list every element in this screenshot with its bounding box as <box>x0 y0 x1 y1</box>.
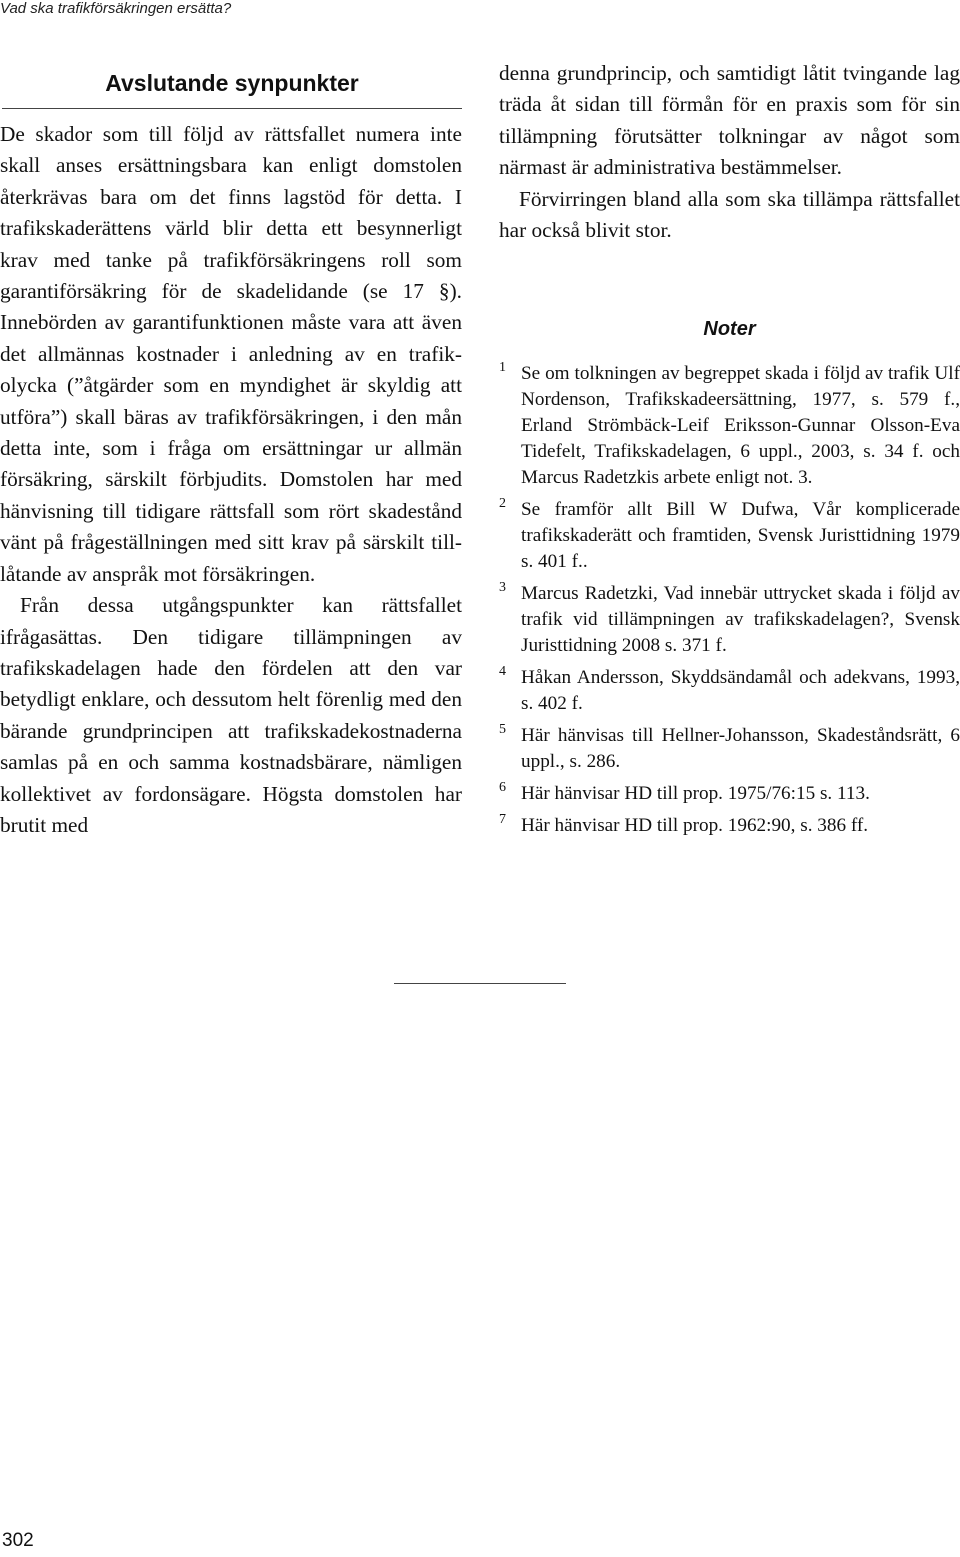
end-rule-divider <box>394 983 566 984</box>
note-7 <box>499 813 960 839</box>
body-paragraph-1: De skador som till följd av rättsfallet numera inte skall anses ersättningsbara kan enligt domstolen återkrävas bara om det finns lagstöd för detta. I trafikskaderättens värld blir detta ett besynnerligt krav med tanke på trafikförsäkringens roll som garantiförsäkring för de skadelidande (se 17 §). Innebörden av garantifunktionen måste vara att även det allmännas kostnader i anledning av en trafikolycka (”åtgärder som en myndighet är skyldig att utföra”) skall bäras av trafikförsäkringen, i den mån detta inte, som i fråga om ersättningar ur allmän försäkring, särskilt förbjudits. Domstolen har med hänvisning till tidigare rättsfall som rört skadestånd vänt på frågeställningen med sitt krav på särskilt tilllåtande av anspråk mot försäkringen. <box>0 122 462 586</box>
notes-list <box>499 361 960 839</box>
note-number: 4 <box>499 664 506 680</box>
note-number: 2 <box>499 496 506 512</box>
left-column <box>0 66 462 841</box>
section-title: Avslutande synpunkter <box>2 66 462 109</box>
note-text: Här hänvisas till Hellner-Johansson, Skadeståndsrätt, 6 uppl., s. 286. <box>521 725 960 773</box>
page-number: 302 <box>2 1530 34 1551</box>
note-text: Här hänvisar HD till prop. 1975/76:15 s. 113. <box>521 783 870 805</box>
right-column <box>499 58 960 845</box>
note-5 <box>499 723 960 775</box>
notes-heading: Noter <box>703 318 756 341</box>
note-text: Marcus Radetzki, Vad innebär uttrycket skada i följd av trafik vid tillämpningen av trafikskadelagen?, Svensk Juristtidning 2008 s. 371 f. <box>521 583 960 657</box>
note-number: 6 <box>499 780 506 796</box>
note-1 <box>499 361 960 491</box>
body-paragraph-2: Från dessa utgångspunkter kan rättsfallet ifrågasättas. Den tidigare tillämpningen av trafikskadelagen hade den fördelen att den var betydligt enklare, och dessutom helt förenlig med den bärande grundprincipen att trafikskadekostnaderna samlas på en och samma kostnadsbärare, nämligen kollektivet av fordonsägare. Högsta domstolen har brutit med <box>0 593 462 837</box>
note-text: Håkan Andersson, Skyddsändamål och adekvans, 1993, s. 402 f. <box>521 667 960 715</box>
note-number: 3 <box>499 580 506 596</box>
body-paragraph-4: Förvirringen bland alla som ska tillämpa rättsfallet har också blivit stor. <box>499 186 960 243</box>
note-number: 5 <box>499 722 506 738</box>
note-number: 7 <box>499 812 506 828</box>
note-number: 1 <box>499 360 506 376</box>
note-text: Se om tolkningen av begreppet skada i följd av trafik Ulf Nordenson, Trafikskadeersättning, 1977, s. 579 f., Erland Strömbäck-Leif Eriksson-Gunnar Olsson-Eva Tidefelt, Trafikskadelagen, 6 uppl., 2003, s. 34 f. och Marcus Radetzkis arbete enligt not. 3. <box>521 363 960 489</box>
note-2 <box>499 497 960 575</box>
note-6 <box>499 781 960 807</box>
note-text: Se framför allt Bill W Dufwa, Vår komplicerade trafikskaderätt och framtiden, Svensk Juristtidning 1979 s. 401 f.. <box>521 499 960 573</box>
note-4 <box>499 665 960 717</box>
note-3 <box>499 581 960 659</box>
running-head: Vad ska trafikförsäkringen ersätta? <box>0 0 232 17</box>
note-text: Här hänvisar HD till prop. 1962:90, s. 386 ff. <box>521 815 869 837</box>
body-paragraph-3: denna grundprincip, och samtidigt låtit tvingande lag träda åt sidan till förmån för en praxis som för sin tillämpning förutsätter tolkningar av något som närmast är administrativa bestämmelser. <box>499 61 960 180</box>
